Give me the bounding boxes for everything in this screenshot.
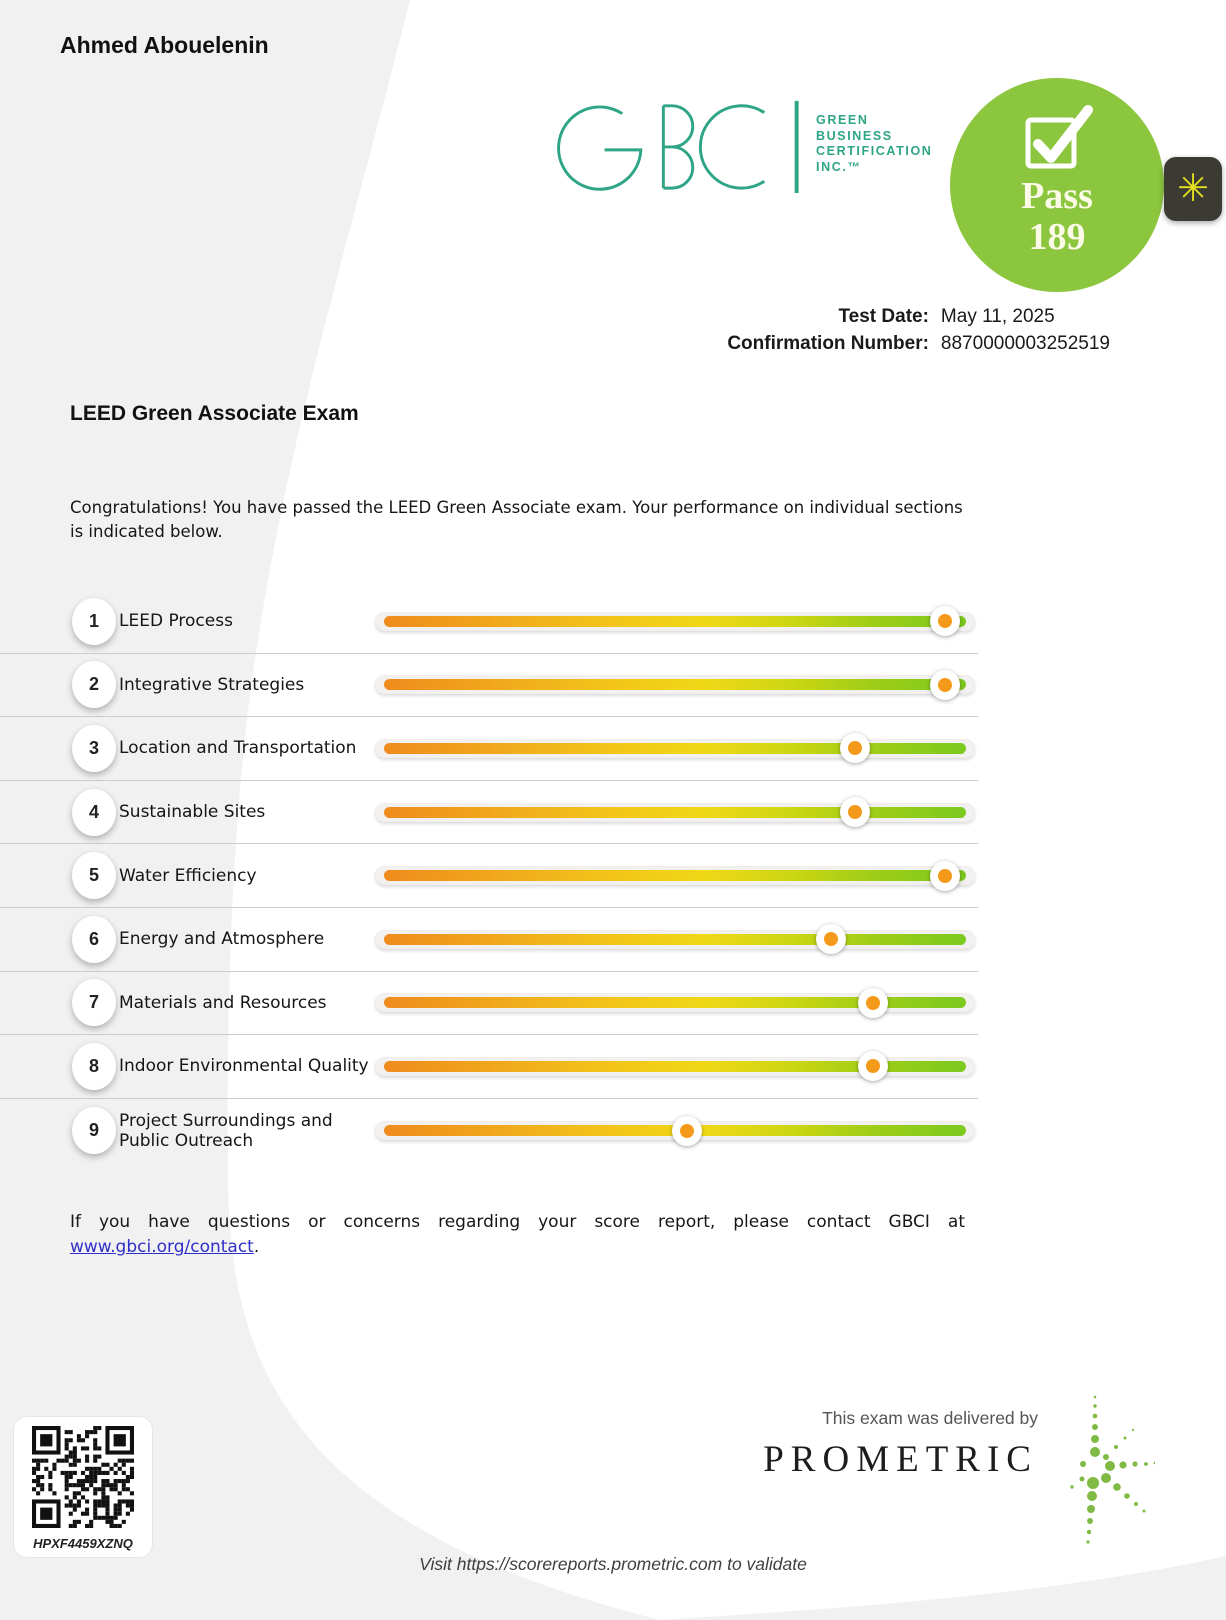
section-number: 4 (72, 789, 116, 836)
asterisk-icon: ✳ (1177, 168, 1209, 210)
pass-score: 189 (1028, 216, 1086, 258)
score-bar-track (375, 1121, 975, 1140)
section-label: Location and Transportation (119, 738, 357, 759)
score-marker (858, 1051, 888, 1081)
section-row (0, 1035, 978, 1099)
section-row (0, 1099, 978, 1163)
validate-text: Visit https://scorereports.prometric.com to validate (419, 1554, 807, 1574)
score-bar-track (375, 1057, 975, 1076)
section-row (0, 590, 978, 654)
pass-result: Pass (1021, 175, 1093, 217)
gbci-logo-text (816, 113, 932, 175)
section-number: 6 (72, 916, 116, 963)
section-label: Project Surroundings and Public Outreach (119, 1110, 333, 1151)
candidate-name: Ahmed Abouelenin (60, 32, 269, 58)
qr-card (13, 1416, 153, 1558)
section-label: Materials and Resources (119, 992, 327, 1013)
section-row (0, 972, 978, 1036)
section-label: Integrative Strategies (119, 674, 305, 695)
prometric-starburst-icon (1035, 1388, 1155, 1553)
section-row (0, 844, 978, 908)
gbci-line-1: GREEN (816, 113, 869, 127)
section-number: 5 (72, 852, 116, 899)
section-row (0, 781, 978, 845)
delivered-by-text: This exam was delivered by (822, 1408, 1038, 1428)
score-bar-track (375, 993, 975, 1012)
score-marker (672, 1116, 702, 1146)
section-row (0, 908, 978, 972)
score-bar-gradient (384, 934, 966, 945)
gbci-contact-link[interactable]: www.gbci.org/contact (70, 1237, 254, 1257)
section-number: 3 (72, 725, 116, 772)
section-number: 8 (72, 1043, 116, 1090)
checkbox-icon (1018, 104, 1096, 174)
test-date-value: May 11, 2025 (940, 306, 1055, 327)
score-marker (930, 606, 960, 636)
score-bar-gradient (384, 807, 966, 818)
contact-text-after: . (253, 1237, 260, 1257)
score-bar-track (375, 612, 975, 631)
qr-label: HPXF4459XZNQ (33, 1536, 133, 1551)
score-marker (816, 924, 846, 954)
score-marker (840, 797, 870, 827)
section-label: Sustainable Sites (119, 802, 266, 823)
section-row (0, 654, 978, 718)
score-bar-track (375, 739, 975, 758)
test-date-label: Test Date: (838, 306, 929, 327)
section-label: Indoor Environmental Quality (119, 1056, 369, 1077)
contact-paragraph (70, 1210, 965, 1260)
section-label: LEED Process (119, 611, 233, 632)
gbci-line-4: INC.™ (816, 159, 862, 174)
test-info (727, 306, 1110, 355)
score-marker (930, 861, 960, 891)
score-bar-track (375, 803, 975, 822)
score-marker (858, 988, 888, 1018)
asterisk-badge (1164, 157, 1222, 221)
exam-title: LEED Green Associate Exam (70, 402, 359, 425)
confirmation-number: 8870000003252519 (940, 333, 1110, 354)
score-bar-track (375, 866, 975, 885)
section-number: 7 (72, 979, 116, 1026)
gbci-line-3: CERTIFICATION (816, 144, 933, 158)
gbci-line-2: BUSINESS (816, 128, 893, 143)
score-bar-track (375, 675, 975, 694)
score-bar-track (375, 930, 975, 949)
score-marker (840, 733, 870, 763)
contact-text-before: If you have questions or concerns regarding your score report, please contact GBCI at (70, 1212, 965, 1232)
section-row (0, 717, 978, 781)
score-bar-gradient (384, 870, 966, 881)
section-number: 2 (72, 661, 116, 708)
score-bar-gradient (384, 679, 966, 690)
confirmation-label: Confirmation Number: (727, 333, 929, 354)
prometric-wordmark: PROMETRIC (763, 1439, 1038, 1480)
section-number: 9 (72, 1107, 116, 1154)
score-bar-gradient (384, 616, 966, 627)
intro-paragraph: Congratulations! You have passed the LEED Green Associate exam. Your performance on individual sections is indicated below. (70, 498, 963, 541)
qr-code (32, 1426, 134, 1528)
section-number: 1 (72, 598, 116, 645)
score-marker (930, 670, 960, 700)
section-label: Energy and Atmosphere (119, 929, 325, 950)
gbci-logo-icon (553, 96, 809, 194)
sections-list (0, 590, 978, 1162)
score-bar-gradient (384, 743, 966, 754)
pass-badge (950, 78, 1164, 292)
section-label: Water Efficiency (119, 865, 257, 886)
